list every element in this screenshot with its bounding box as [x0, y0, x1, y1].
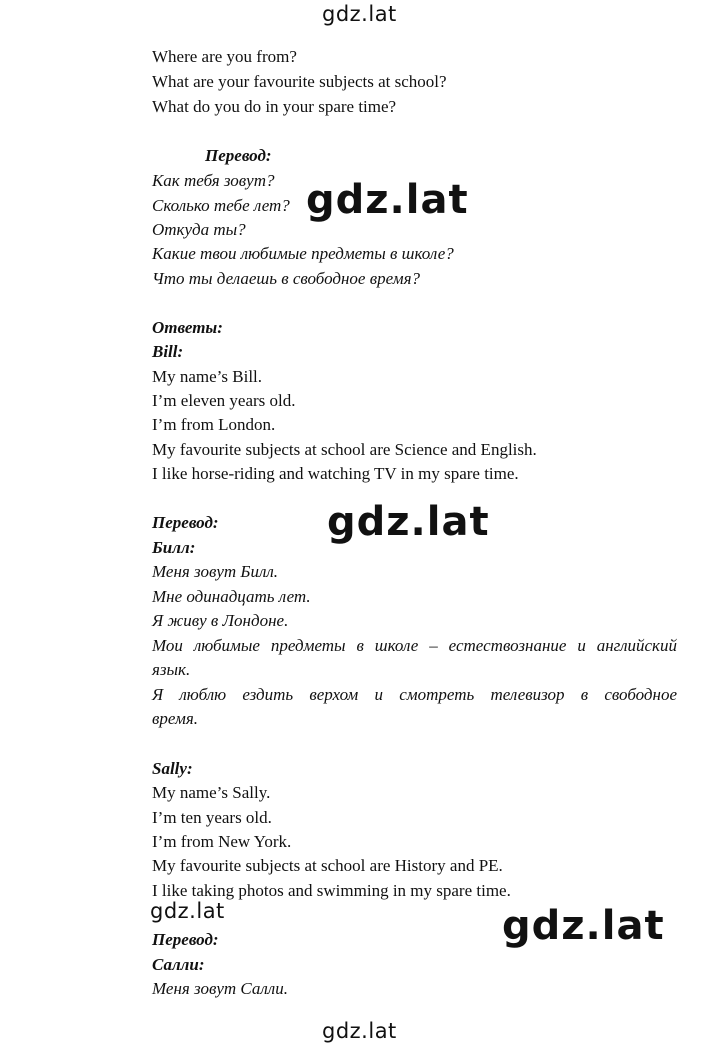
bill-ru-line: Мне одинадцать лет.: [152, 587, 311, 606]
bill-ru-line: Мои любимые предметы в школе – естествознание и английский: [152, 636, 677, 655]
sally-en-line: I like taking photos and swimming in my spare time.: [152, 881, 511, 900]
bill-en-line: I’m eleven years old.: [152, 391, 296, 410]
question-ru-line: Какие твои любимые предметы в школе?: [152, 244, 454, 263]
bill-name-ru-heading: Билл:: [152, 538, 196, 557]
bill-en-line: My name’s Bill.: [152, 367, 263, 386]
watermark-middle-1: gdz.lat: [306, 177, 469, 223]
watermark-top: gdz.lat: [322, 2, 397, 26]
bill-ru-line: Меня зовут Билл.: [152, 562, 279, 581]
sally-ru-line: Меня зовут Салли.: [152, 979, 288, 998]
watermark-small-left: gdz.lat: [150, 899, 225, 923]
watermark-bottom: gdz.lat: [322, 1019, 397, 1043]
question-ru-line: Что ты делаешь в свободное время?: [152, 269, 420, 288]
answers-heading: Ответы:: [152, 318, 223, 337]
watermark-middle-2: gdz.lat: [327, 499, 490, 545]
sally-en-line: My name’s Sally.: [152, 783, 271, 802]
bill-ru-line: язык.: [152, 660, 191, 679]
question-en-line: What do you do in your spare time?: [152, 97, 397, 116]
bill-en-line: My favourite subjects at school are Science and English.: [152, 440, 537, 459]
sally-en-line: I’m from New York.: [152, 832, 292, 851]
bill-name-heading: Bill:: [152, 342, 184, 361]
bill-ru-line: Я люблю ездить верхом и смотреть телевизор в свободное: [152, 685, 677, 704]
question-en-line: Where are you from?: [152, 47, 297, 66]
questions-translation-heading: Перевод:: [205, 146, 272, 165]
sally-translation-heading: Перевод:: [152, 930, 219, 949]
sally-name-heading: Sally:: [152, 759, 193, 778]
bill-ru-line: время.: [152, 709, 199, 728]
bill-en-line: I’m from London.: [152, 415, 276, 434]
question-en-line: What are your favourite subjects at school?: [152, 72, 447, 91]
bill-ru-line: Я живу в Лондоне.: [152, 611, 289, 630]
bill-translation-heading: Перевод:: [152, 513, 219, 532]
sally-en-line: I’m ten years old.: [152, 808, 272, 827]
watermark-big-right: gdz.lat: [502, 903, 665, 949]
sally-name-ru-heading: Салли:: [152, 955, 205, 974]
question-ru-line: Как тебя зовут?: [152, 171, 275, 190]
sally-en-line: My favourite subjects at school are History and PE.: [152, 856, 503, 875]
question-ru-line: Сколько тебе лет?: [152, 196, 290, 215]
bill-en-line: I like horse-riding and watching TV in my spare time.: [152, 464, 519, 483]
question-ru-line: Откуда ты?: [152, 220, 246, 239]
